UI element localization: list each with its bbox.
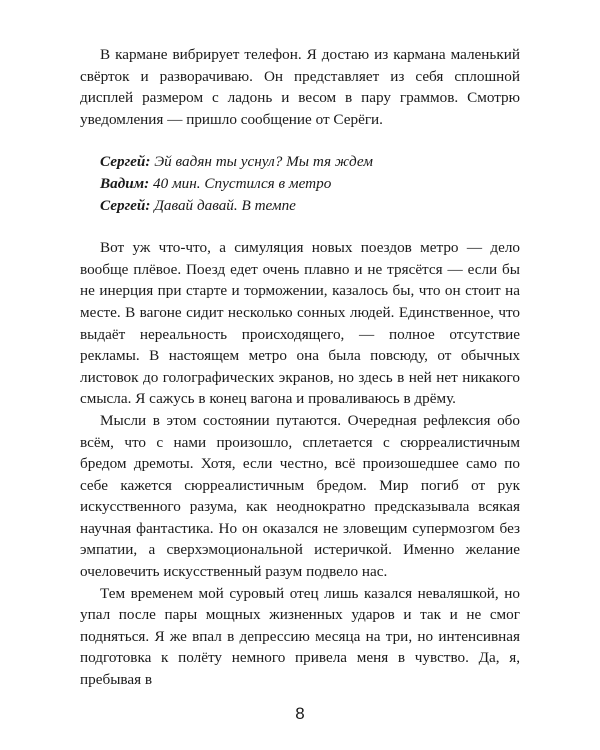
chat-line (100, 173, 520, 195)
spacer (80, 130, 520, 151)
chat-text: 40 мин. Спустился в метро (152, 174, 332, 192)
page-text (80, 44, 520, 691)
paragraph: Вот уж что-что, а симуляция новых поездов метро — дело вообще плёвое. Поезд едет очень плавно и не трясётся — если бы не инерция при старте и торможении, казалось бы, что он стоит на месте. В вагоне сидит несколько сонных людей. Единственное, что выдаёт нереальность происходящего, — полное отсутствие рекламы. В настоящем метро она была повсюду, от обычных листовок до голографических экранов, но здесь в ней нет никакого смысла. Я сажусь в конец вагона и проваливаюсь в дрёму. (80, 239, 520, 408)
paragraph: Тем временем мой суровый отец лишь казался неваляшкой, но упал после пары мощных жизненных ударов и так и не смог подняться. Я же впал в депрессию месяца на три, но интенсивная подготовка к полёту немного привела меня в чувство. Да, я, пребывая в (80, 584, 520, 689)
chat-line (100, 151, 520, 173)
page-number: 8 (295, 704, 305, 723)
chat-text: Давай давай. В темпе (154, 196, 296, 214)
chat-line (100, 195, 520, 217)
paragraph: В кармане вибрирует телефон. Я достаю из кармана маленький свёрток и разворачиваю. Он представляет из себя сплошной дисплей размером с ладонь и весом в пару граммов. Смотрю уведомления — пришло сообщение от Серёги. (80, 46, 520, 128)
chat-messages (100, 151, 520, 216)
chat-speaker: Вадим: (100, 174, 150, 192)
chat-speaker: Сергей: (100, 153, 151, 171)
chat-text: Эй вадян ты уснул? Мы тя ждем (154, 153, 373, 171)
paragraph: Мысли в этом состоянии путаются. Очередная рефлексия обо всём, что с нами произошло, сплетается с сюрреалистичным бредом дремоты. Хотя, если честно, всё произошедшее само по себе кажется сюрреалистичным бредом. Мир погиб от рук искусственного разума, как неоднократно предсказывала всякая научная фантастика. Но он оказался не зловещим супермозгом без эмпатии, а сверхэмоциональной истеричкой. Именно желание очеловечить искусственный разум подвело нас. (80, 411, 520, 581)
chat-speaker: Сергей: (100, 196, 151, 214)
spacer (80, 216, 520, 237)
